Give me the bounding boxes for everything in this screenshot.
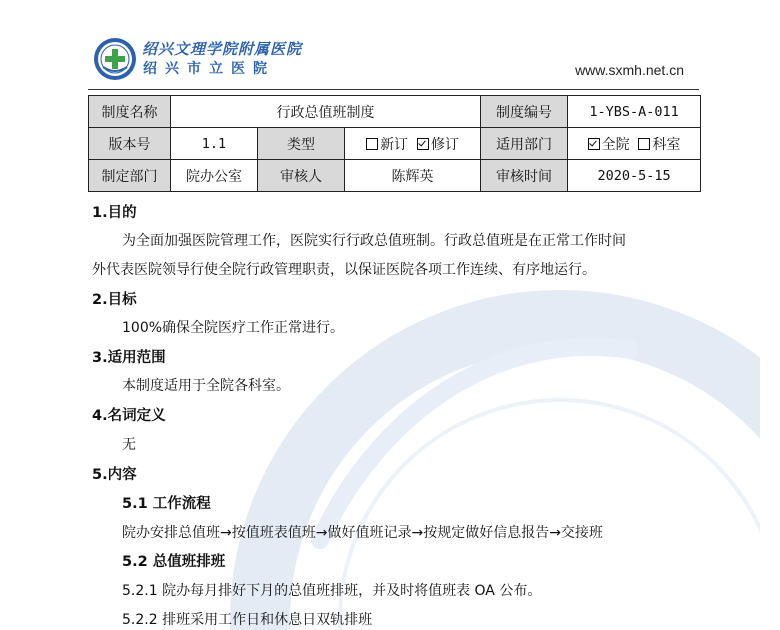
paragraph-line: 100%确保全院医疗工作正常进行。: [122, 320, 345, 336]
table-cell: 1.1: [171, 128, 258, 160]
table-cell: 类型: [258, 128, 345, 160]
table-cell: 制定部门: [89, 160, 171, 192]
paragraph-line: 外代表医院领导行使全院行政管理职责，以保证医院各项工作连续、有序地运行。: [92, 262, 596, 278]
section-heading: 1.目的: [92, 205, 137, 221]
header-rule: [88, 89, 699, 90]
table-cell: 陈辉英: [345, 160, 481, 192]
dept-options-cell: [568, 128, 701, 160]
checkbox-label: 新订: [380, 136, 409, 153]
type-options-cell: [345, 128, 481, 160]
watermark-seal: [200, 290, 760, 630]
brand-name: 绍兴市立医院: [143, 61, 275, 77]
section-heading: 3.适用范围: [92, 350, 166, 366]
table-cell: 院办公室: [171, 160, 258, 192]
paragraph-line: 5.2.2 排班采用工作日和休息日双轨排班: [122, 612, 373, 628]
paragraph-line: 院办安排总值班→按值班表值班→做好值班记录→按规定做好信息报告→交接班: [122, 525, 603, 541]
brand-script: 绍兴文理学院附属医院: [142, 40, 303, 58]
paragraph-line: 为全面加强医院管理工作，医院实行行政总值班制。行政总值班是在正常工作时间: [122, 233, 626, 249]
table-cell: 行政总值班制度: [171, 96, 481, 128]
checkbox-whole-hospital[interactable]: [588, 138, 600, 150]
table-cell: 审核人: [258, 160, 345, 192]
table-cell: 1-YBS-A-011: [568, 96, 701, 128]
table-row: [89, 128, 701, 160]
paragraph-line: 无: [122, 437, 136, 453]
paragraph-line: 本制度适用于全院各科室。: [122, 378, 290, 394]
checkbox-department[interactable]: [638, 138, 650, 150]
checkbox-label: 科室: [652, 136, 681, 153]
subsection-heading: 5.2 总值班排班: [122, 554, 226, 570]
checkbox-new[interactable]: [366, 138, 378, 150]
table-cell: 审核时间: [481, 160, 568, 192]
checkbox-label: 全院: [601, 136, 630, 153]
table-cell: 制度编号: [481, 96, 568, 128]
table-row: [89, 160, 701, 192]
table-row: [89, 96, 701, 128]
section-heading: 5.内容: [92, 467, 137, 483]
hospital-logo-icon: [93, 37, 137, 81]
table-cell: 制度名称: [89, 96, 171, 128]
table-cell: 版本号: [89, 128, 171, 160]
site-url: www.sxmh.net.cn: [575, 62, 684, 78]
paragraph-line: 5.2.1 院办每月排好下月的总值班排班，并及时将值班表 OA 公布。: [122, 583, 542, 599]
checkbox-revised[interactable]: [417, 138, 429, 150]
table-cell: 2020-5-15: [568, 160, 701, 192]
section-heading: 2.目标: [92, 292, 137, 308]
checkbox-label: 修订: [430, 136, 459, 153]
info-table: [88, 95, 701, 192]
section-heading: 4.名词定义: [92, 408, 166, 424]
subsection-heading: 5.1 工作流程: [122, 496, 211, 512]
table-cell: 适用部门: [481, 128, 568, 160]
